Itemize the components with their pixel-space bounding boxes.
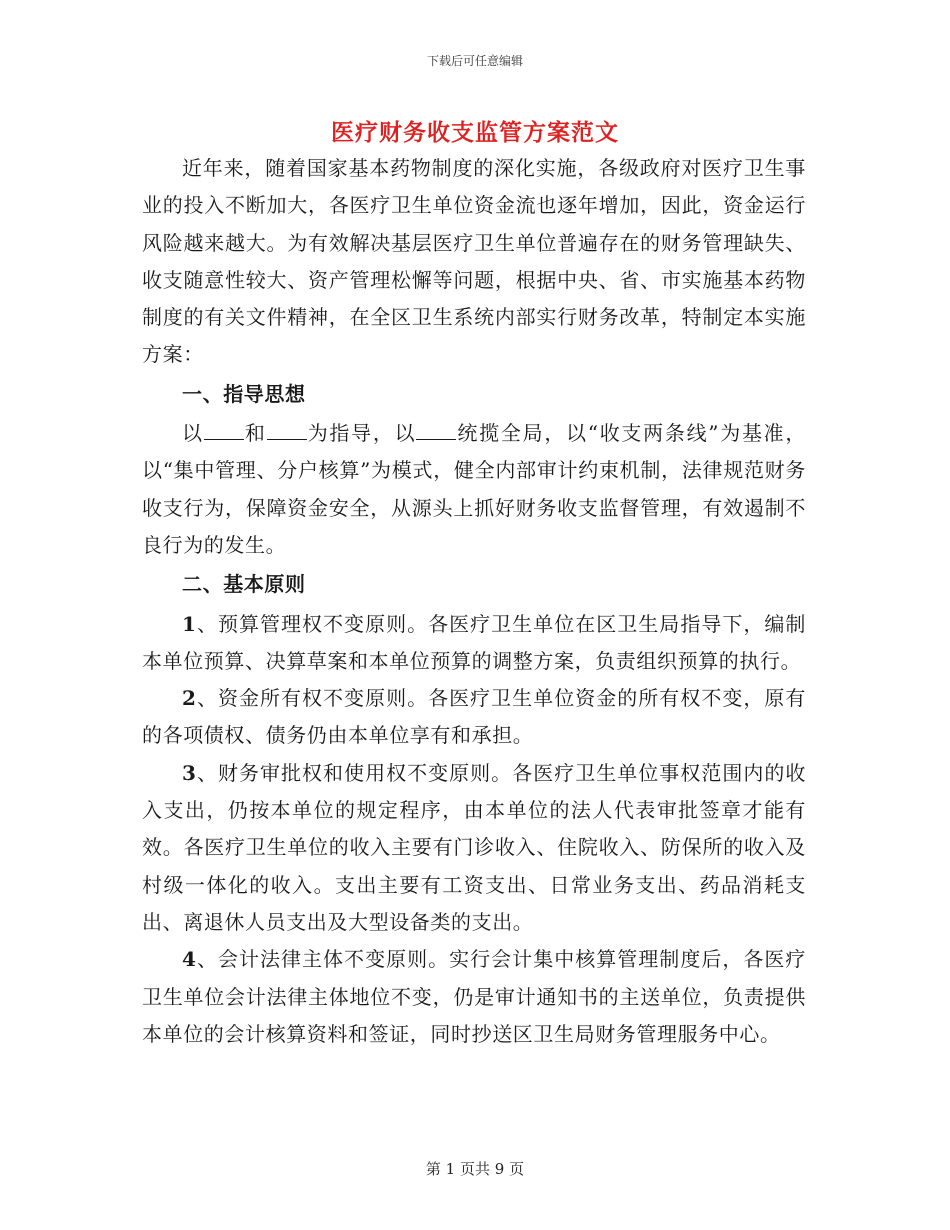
principle-item: [142, 680, 806, 755]
item-text: 、财务审批权和使用权不变原则。各医疗卫生单位事权范围内的收入支出，仍按本单位的规定程序，由本单位的法人代表审批签章才能有效。各医疗卫生单位的收入主要有门诊收入、住院收入、防保所的收入及村级一体化的收入。支出主要有工资支出、日常业务支出、药品消耗支出、离退休人员支出及大型设备类的支出。: [142, 760, 806, 934]
text-fragment: 统揽全局，以“收支两条线”为基准，以“集中管理、分户核算”为模式，健全内部审计约束机制，法律规范财务收支行为，保障资金安全，从源头上抓好财务收支监督管理，有效遏制不良行为的发生。: [142, 421, 807, 557]
text-fragment: 和: [243, 421, 267, 446]
document-body: [142, 150, 806, 1053]
item-text: 、会计法律主体不变原则。实行会计集中核算管理制度后，各医疗卫生单位会计法律主体地位不变，仍是审计通知书的主送单位，负责提供本单位的会计核算资料和签证，同时抄送区卫生局财务管理服务中心。: [142, 947, 806, 1046]
principle-item: [142, 941, 806, 1053]
guiding-ideology-paragraph: [142, 415, 806, 564]
section-heading-basic-principles: 二、基本原则: [182, 572, 306, 597]
principle-item: [142, 606, 806, 681]
page-header: 下载后可任意编辑: [426, 54, 523, 68]
item-text: 、预算管理权不变原则。各医疗卫生单位在区卫生局指导下，编制本单位预算、决算草案和本单位预算的调整方案，负责组织预算的执行。: [142, 611, 806, 673]
text-fragment: 为指导，以: [306, 421, 417, 446]
principle-item: [142, 755, 806, 941]
blank-line: [267, 421, 307, 440]
blank-line: [204, 421, 244, 440]
page-footer: 第 1 页共 9 页: [425, 1160, 525, 1178]
item-number: 4: [182, 947, 197, 972]
intro-paragraph: 近年来，随着国家基本药物制度的深化实施，各级政府对医疗卫生事业的投入不断加大，各医疗卫生单位资金流也逐年增加，因此，资金运行风险越来越大。为有效解决基层医疗卫生单位普遍存在的财务管理缺失、收支随意性较大、资产管理松懈等问题，根据中央、省、市实施基本药物制度的有关文件精神，在全区卫生系统内部实行财务改革，特制定本实施方案：: [142, 156, 806, 367]
item-text: 、资金所有权不变原则。各医疗卫生单位资金的所有权不变，原有的各项债权、债务仍由本单位享有和承担。: [142, 686, 806, 748]
section-heading-guiding-ideology: 一、指导思想: [182, 381, 306, 406]
document-title: 医疗财务收支监管方案范文: [331, 119, 619, 146]
item-number: 1: [182, 611, 197, 636]
item-number: 2: [182, 686, 197, 711]
blank-line: [416, 421, 456, 440]
item-number: 3: [182, 760, 197, 785]
text-fragment: 以: [182, 421, 204, 446]
